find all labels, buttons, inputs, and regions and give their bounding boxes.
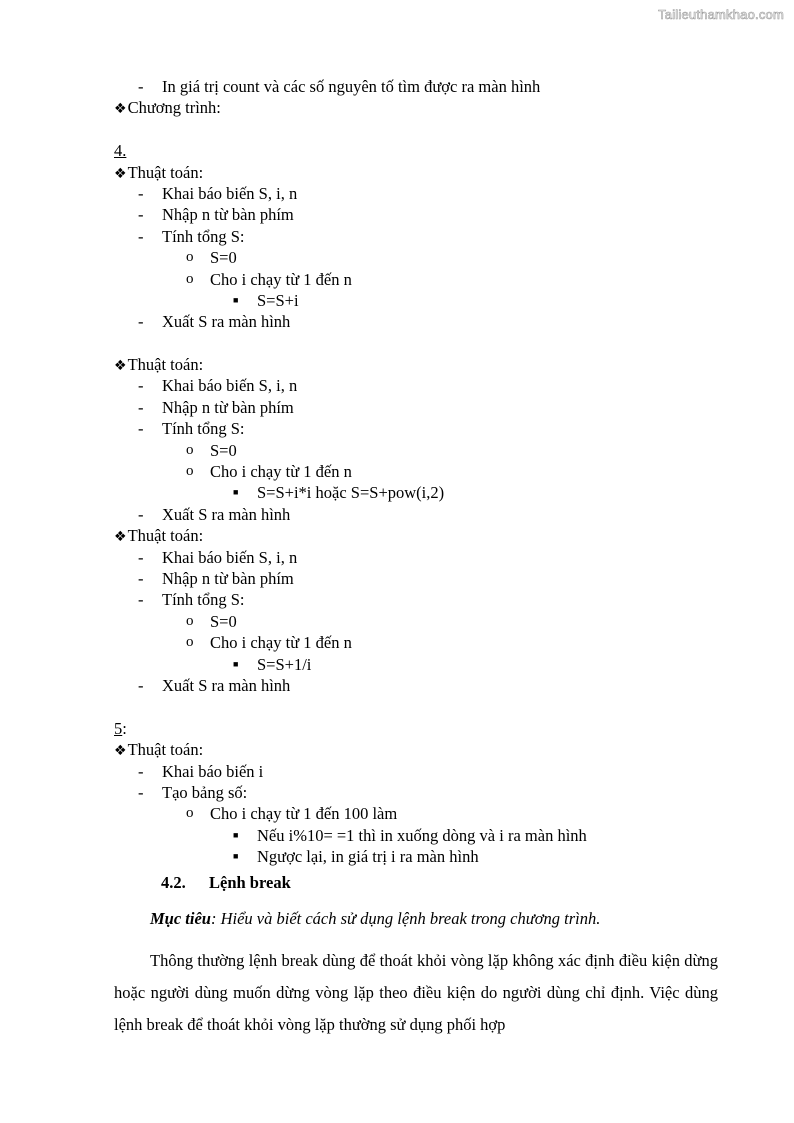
watermark: Tailieuthamkhao.com: [658, 7, 784, 22]
list-item: - Nhập n từ bàn phím: [138, 568, 294, 588]
algorithm-title: ❖Thuật toán:: [114, 355, 204, 375]
dash-marker: -: [138, 77, 144, 96]
list-item: - Khai báo biến i: [138, 761, 264, 781]
body-paragraph: Thông thường lệnh break dùng để thoát khỏi vòng lặp không xác định điều kiện dừng hoặc người dùng muốn dừng vòng lặp theo điều kiện do người dùng chỉ định. Việc dùng lệnh break để thoát khỏi vòng lặp thường sử dụng phối hợp: [114, 951, 718, 1035]
page-content: [114, 76, 724, 1041]
algorithm-title: ❖Thuật toán:: [114, 526, 204, 546]
list-item: o S=0: [186, 248, 237, 268]
square-bullet-icon: ■: [233, 658, 239, 669]
section-number: 5:: [114, 718, 127, 738]
algorithm-title: ❖Thuật toán:: [114, 740, 204, 760]
square-bullet-icon: ■: [233, 294, 239, 305]
list-item: - Xuất S ra màn hình: [138, 312, 291, 332]
list-item: o Cho i chạy từ 1 đến n: [186, 462, 352, 482]
diamond-bullet-icon: ❖: [114, 101, 127, 118]
list-item: o Cho i chạy từ 1 đến n: [186, 633, 352, 653]
list-item: - Tính tổng S:: [138, 419, 245, 439]
section-number: 4.: [114, 141, 127, 161]
square-bullet-icon: ■: [233, 829, 239, 840]
list-item: o S=0: [186, 440, 237, 460]
diamond-bullet-icon: ❖: [114, 358, 127, 375]
list-item: - In giá trị count và các số nguyên tố tìm được ra màn hình: [138, 77, 541, 96]
list-item: o Cho i chạy từ 1 đến 100 làm: [186, 804, 398, 824]
algorithm-title: ❖Thuật toán:: [114, 162, 204, 182]
list-item: o Cho i chạy từ 1 đến n: [186, 269, 352, 289]
goal-line: Mục tiêu: Hiểu và biết cách sử dụng lệnh break trong chương trình.: [150, 909, 601, 929]
section-heading: 4.2. Lệnh break: [161, 873, 291, 893]
list-item: ■ S=S+i: [233, 290, 299, 310]
square-bullet-icon: ■: [233, 487, 239, 498]
list-item: - Khai báo biến S, i, n: [138, 376, 298, 396]
goal-label: Mục tiêu: [150, 909, 211, 929]
list-item: - Khai báo biến S, i, n: [138, 547, 298, 567]
list-item: ■ S=S+i*i hoặc S=S+pow(i,2): [233, 483, 445, 503]
list-item: - Xuất S ra màn hình: [138, 504, 291, 524]
diamond-bullet-icon: ❖: [114, 529, 127, 546]
square-bullet-icon: ■: [233, 851, 239, 862]
list-item: ■ Ngược lại, in giá trị i ra màn hình: [233, 847, 479, 867]
list-item: ■ S=S+1/i: [233, 654, 312, 674]
list-item: - Nhập n từ bàn phím: [138, 205, 294, 225]
list-item: o S=0: [186, 611, 237, 631]
program-label: ❖Chương trình:: [114, 98, 221, 118]
list-item: ■ Nếu i%10= =1 thì in xuống dòng và i ra màn hình: [233, 825, 587, 845]
list-item: - Tính tổng S:: [138, 226, 245, 246]
list-item: - Tính tổng S:: [138, 590, 245, 610]
diamond-bullet-icon: ❖: [114, 165, 127, 182]
list-item: - Khai báo biến S, i, n: [138, 183, 298, 203]
list-item: - Tạo bảng số:: [138, 782, 248, 802]
list-item: - Xuất S ra màn hình: [138, 675, 291, 695]
diamond-bullet-icon: ❖: [114, 743, 127, 760]
list-item: - Nhập n từ bàn phím: [138, 397, 294, 417]
